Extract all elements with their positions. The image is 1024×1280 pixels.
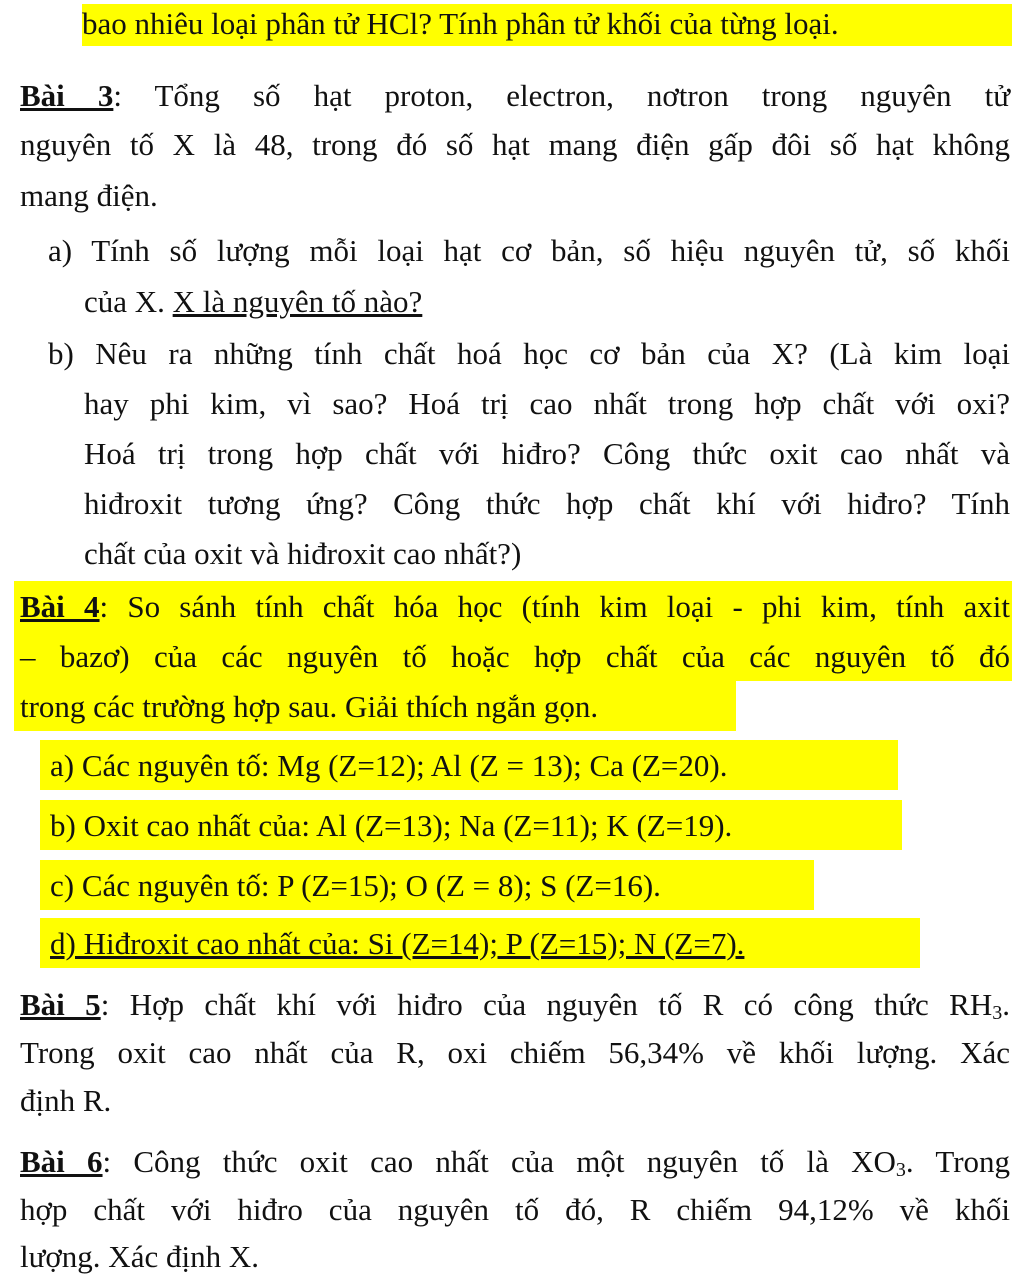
bai3-title: Bài 3 <box>20 78 114 113</box>
bai3-part-a-line-2 <box>84 282 422 324</box>
bai4-line-3: trong các trường hợp sau. Giải thích ngắn gọn. <box>20 689 599 724</box>
bai6-line-3: lượng. Xác định X. <box>20 1239 259 1274</box>
bai5-line-2: Trong oxit cao nhất của R, oxi chiếm 56,34% về khối lượng. Xác <box>20 1035 1010 1070</box>
bai6-line-2: hợp chất với hiđro của nguyên tố đó, R chiếm 94,12% về khối <box>20 1192 1010 1227</box>
bai3-part-b-line-1: b) Nêu ra những tính chất hoá học cơ bản của X? (Là kim loại <box>48 336 1010 371</box>
top-line-text: bao nhiêu loại phân tử HCl? Tính phân tử khối của từng loại. <box>82 6 839 41</box>
bai3-part-b-line-2: hay phi kim, vì sao? Hoá trị cao nhất trong hợp chất với oxi? <box>84 386 1010 421</box>
bai5-line-3: định R. <box>20 1083 112 1118</box>
bai5-title: Bài 5 <box>20 987 101 1022</box>
bai5-line-1-end: . <box>1002 987 1010 1022</box>
bai4-part-d: d) Hiđroxit cao nhất của: Si (Z=14); P (Z=15); N (Z=7). <box>50 926 745 961</box>
bai3-part-a-question: X là nguyên tố nào? <box>172 284 423 319</box>
bai3-part-a-line-2-text: của X. <box>84 284 173 319</box>
bai3-line-1 <box>20 76 1010 118</box>
bai6-subscript: 3 <box>895 1159 906 1181</box>
bai4-part-a: a) Các nguyên tố: Mg (Z=12); Al (Z = 13); Ca (Z=20). <box>50 748 728 783</box>
bai3-part-a-line-1: a) Tính số lượng mỗi loại hạt cơ bản, số hiệu nguyên tử, số khối <box>48 233 1010 268</box>
bai5-line-1 <box>20 985 1010 1027</box>
bai3-part-b-line-5: chất của oxit và hiđroxit cao nhất?) <box>84 536 522 571</box>
bai4-line-2: – bazơ) của các nguyên tố hoặc hợp chất của các nguyên tố đó <box>20 639 1010 674</box>
bai3-part-b-line-3: Hoá trị trong hợp chất với hiđro? Công thức oxit cao nhất và <box>84 436 1010 471</box>
bai6-line-1 <box>20 1142 1010 1184</box>
bai4-title: Bài 4 <box>20 589 100 624</box>
bai5-line-1-text: : Hợp chất khí với hiđro của nguyên tố R có công thức RH <box>100 987 993 1022</box>
bai6-line-1-end: . Trong <box>905 1144 1011 1179</box>
bai3-line-1-text: : Tổng số hạt proton, electron, nơtron trong nguyên tử <box>113 78 1010 113</box>
bai3-line-2: nguyên tố X là 48, trong đó số hạt mang điện gấp đôi số hạt không <box>20 127 1010 162</box>
bai4-part-b: b) Oxit cao nhất của: Al (Z=13); Na (Z=11); K (Z=19). <box>50 808 733 843</box>
bai4-line-1-text: : So sánh tính chất hóa học (tính kim loại - phi kim, tính axit <box>99 589 1010 624</box>
bai4-line-1 <box>20 587 1010 629</box>
bai4-part-c: c) Các nguyên tố: P (Z=15); O (Z = 8); S (Z=16). <box>50 868 661 903</box>
bai5-subscript: 3 <box>992 1002 1003 1024</box>
bai6-title: Bài 6 <box>20 1144 103 1179</box>
bai3-line-3: mang điện. <box>20 178 158 213</box>
bai6-line-1-text: : Công thức oxit cao nhất của một nguyên tố là XO <box>102 1144 896 1179</box>
bai3-part-b-line-4: hiđroxit tương ứng? Công thức hợp chất khí với hiđro? Tính <box>84 486 1010 521</box>
top-line <box>82 4 1012 46</box>
